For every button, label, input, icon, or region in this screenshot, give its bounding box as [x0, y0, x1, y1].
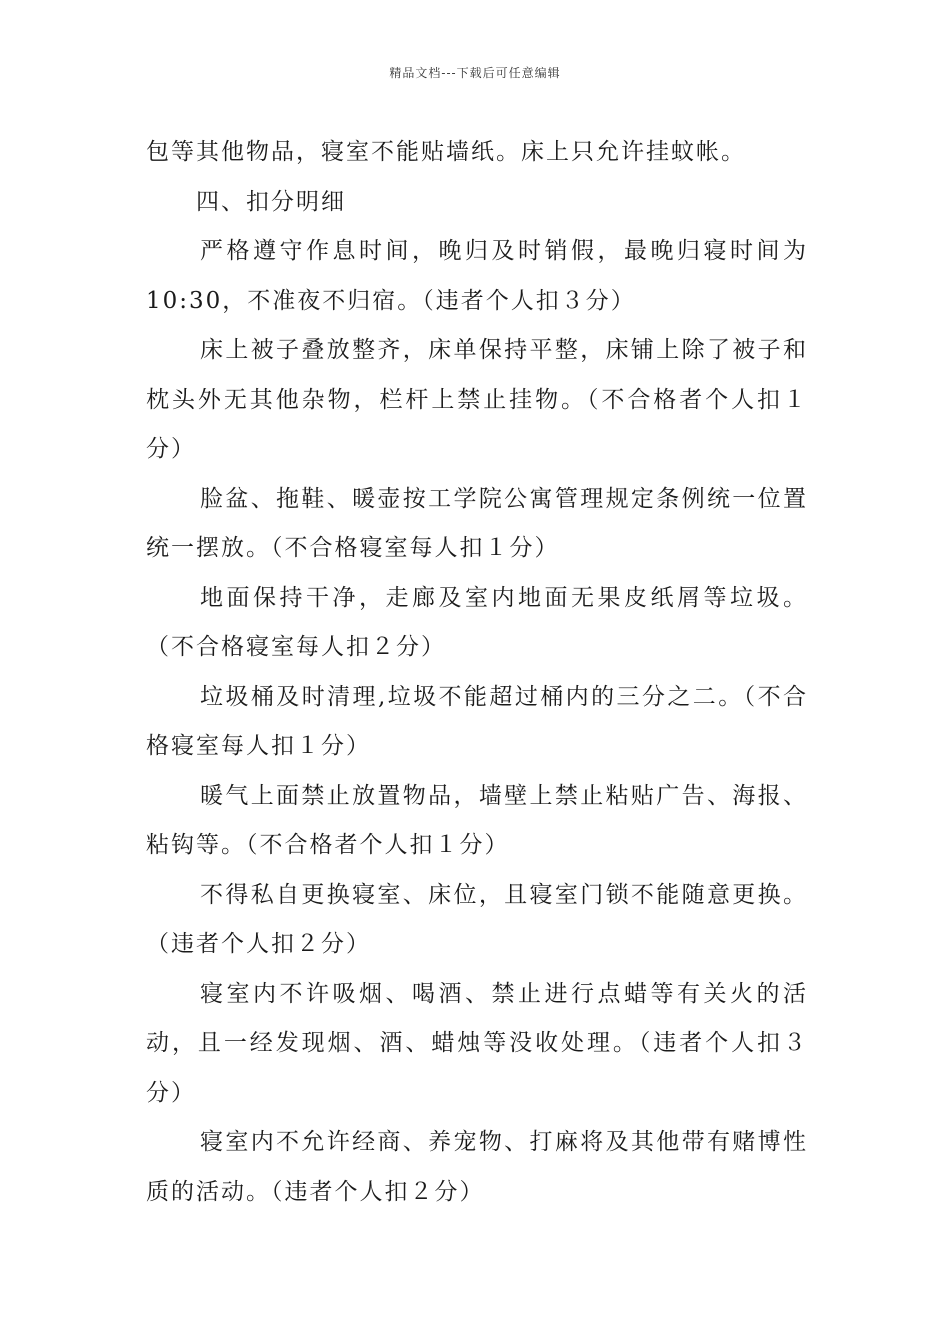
rule-paragraph: 垃圾桶及时清理,垃圾不能超过桶内的三分之二。（不合格寝室每人扣１分）	[146, 683, 808, 759]
rule-paragraph: 脸盆、拖鞋、暖壶按工学院公寓管理规定条例统一位置统一摆放。（不合格寝室每人扣１分）	[146, 485, 808, 561]
page-header: 精品文档---下载后可任意编辑	[389, 66, 561, 80]
rule-paragraph: 暖气上面禁止放置物品，墙壁上禁止粘贴广告、海报、粘钩等。（不合格者个人扣１分）	[146, 782, 808, 858]
section-heading: 四、扣分明细	[196, 188, 346, 215]
rule-paragraph: 严格遵守作息时间，晚归及时销假，最晚归寝时间为10:30，不准夜不归宿。（违者个人扣３分）	[146, 238, 808, 314]
rule-paragraph: 地面保持干净，走廊及室内地面无果皮纸屑等垃圾。（不合格寝室每人扣２分）	[146, 584, 808, 660]
rule-paragraph: 床上被子叠放整齐，床单保持平整，床铺上除了被子和枕头外无其他杂物，栏杆上禁止挂物。（不合格者个人扣１分）	[146, 337, 808, 462]
rule-paragraph: 寝室内不许吸烟、喝酒、禁止进行点蜡等有关火的活动，且一经发现烟、酒、蜡烛等没收处理。（违者个人扣３分）	[146, 980, 808, 1106]
document-body	[146, 128, 808, 1217]
rule-paragraph: 寝室内不允许经商、养宠物、打麻将及其他带有赌博性质的活动。（违者个人扣２分）	[146, 1129, 808, 1205]
paragraph-continuation: 包等其他物品，寝室不能贴墙纸。床上只允许挂蚊帐。	[146, 139, 746, 165]
rule-paragraph: 不得私自更换寝室、床位，且寝室门锁不能随意更换。（违者个人扣２分）	[146, 881, 808, 957]
